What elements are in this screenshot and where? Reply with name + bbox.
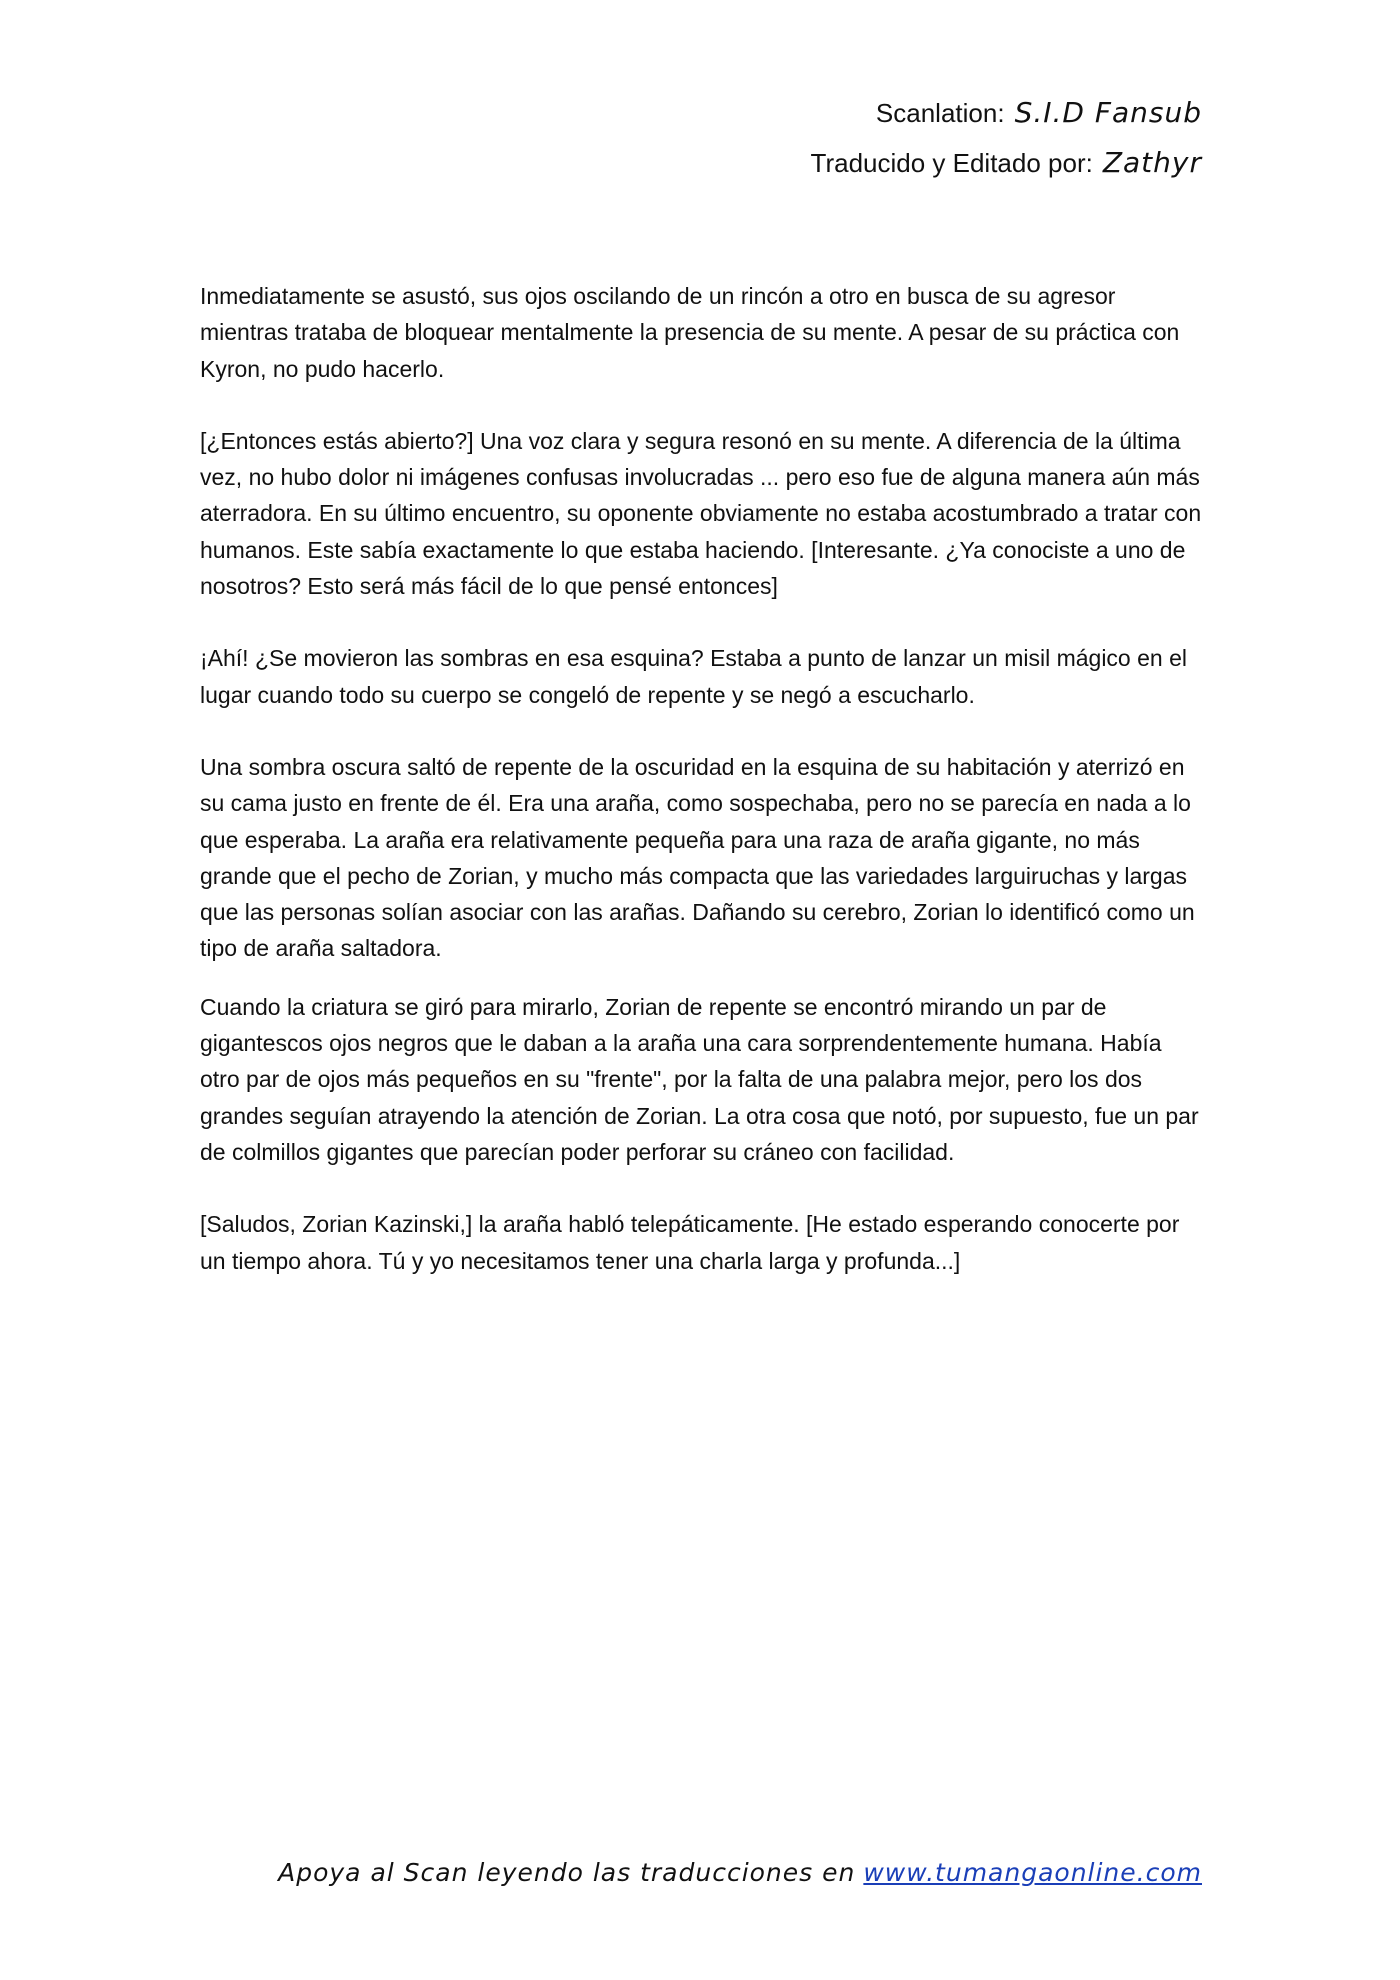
footer-website-link[interactable]: www.tumangaonline.com [863, 1858, 1202, 1887]
scanlation-label: Scanlation: [875, 98, 1005, 128]
paragraph-2: [¿Entonces estás abierto?] Una voz clara y segura resonó en su mente. A diferencia de la última vez, no hubo dolor ni imágenes confusas involucradas ... pero eso fue de alguna manera aún más aterradora. En su último encuentro, su oponente obviamente no estaba acostumbrado a tratar con humanos. Este sabía exactamente lo que estaba haciendo. [Interesante. ¿Ya conociste a uno de nosotros? Esto será más fácil de lo que pensé entonces] [200, 427, 1202, 600]
scanlation-group-name: S.I.D Fansub [1014, 96, 1202, 129]
scanlation-credit [502, 88, 1202, 138]
editor-label: Traducido y Editado por: [810, 148, 1093, 178]
footer-text: Apoya al Scan leyendo las traducciones en [278, 1858, 856, 1887]
footer-promo [278, 1858, 1202, 1887]
paragraph-1: Inmediatamente se asustó, sus ojos oscilando de un rincón a otro en busca de su agresor mientras trataba de bloquear mentalmente la presencia de su mente. A pesar de su práctica con Kyron, no pudo hacerlo. [200, 283, 1180, 382]
paragraph-4: Una sombra oscura saltó de repente de la oscuridad en la esquina de su habitación y aterrizó en su cama justo en frente de él. Era una araña, como sospechaba, pero no se parecía en nada a lo que esperaba. La araña era relativamente pequeña para una raza de araña gigante, no más grande que el pecho de Zorian, y mucho más compacta que las variedades larguiruchas y largas que las personas solían asociar con las arañas. Dañando su cerebro, Zorian lo identificó como un tipo de araña saltadora. [200, 753, 1195, 962]
credits-block [502, 88, 1202, 188]
editor-credit [502, 138, 1202, 188]
paragraph-5: Cuando la criatura se giró para mirarlo, Zorian de repente se encontró mirando un par de gigantescos ojos negros que le daban a la araña una cara sorprendentemente humana. Había otro par de ojos más pequeños en su "frente", por la falta de una palabra mejor, pero los dos grandes seguían atrayendo la atención de Zorian. La otra cosa que notó, por supuesto, fue un par de colmillos gigantes que parecían poder perforar su cráneo con facilidad. [200, 993, 1199, 1165]
editor-name: Zathyr [1102, 146, 1202, 179]
story-text [200, 278, 1202, 1279]
paragraph-6: [Saludos, Zorian Kazinski,] la araña habló telepáticamente. [He estado esperando conocerte por un tiempo ahora. Tú y yo necesitamos tener una charla larga y profunda...] [200, 1211, 1180, 1274]
paragraph-3: ¡Ahí! ¿Se movieron las sombras en esa esquina? Estaba a punto de lanzar un misil mágico en el lugar cuando todo su cuerpo se congeló de repente y se negó a escucharlo. [200, 645, 1187, 708]
